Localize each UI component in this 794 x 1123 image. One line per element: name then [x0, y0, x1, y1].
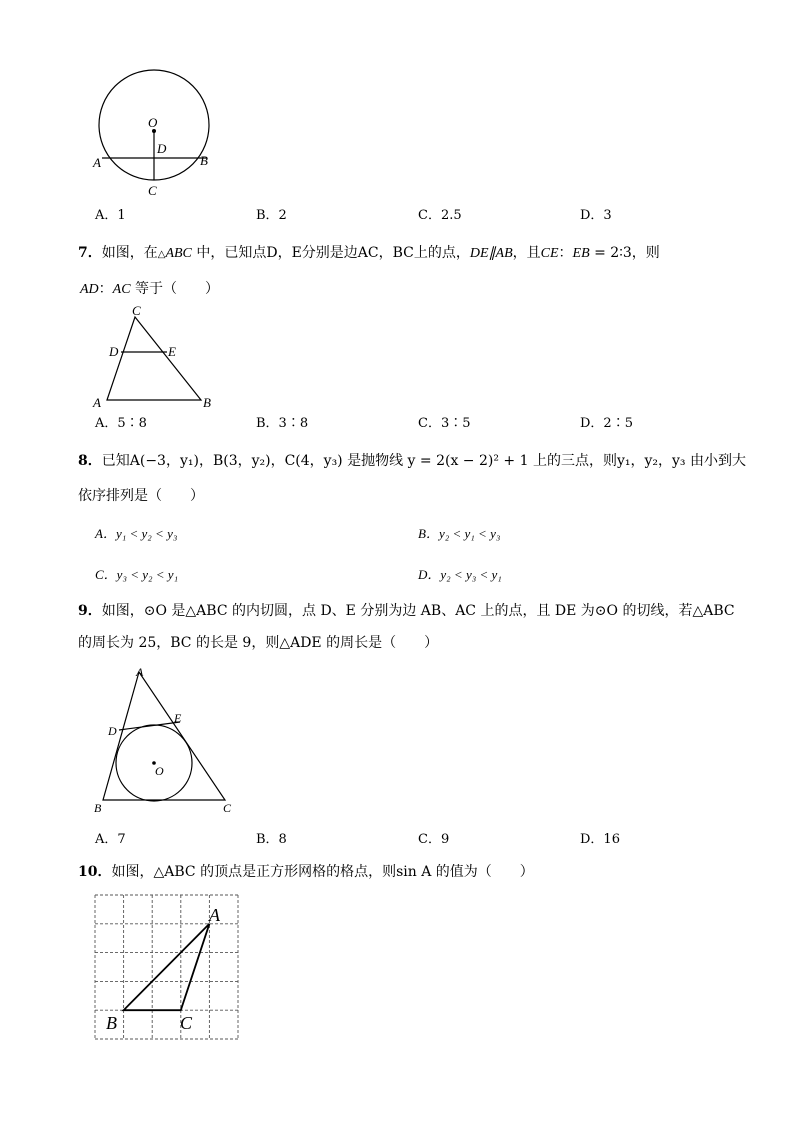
q9-label-b: B	[94, 801, 102, 815]
q7-text-j: ，则	[631, 245, 660, 261]
q7-triangle	[107, 317, 201, 400]
q7-text-g: ：	[558, 245, 573, 261]
q8-option-b[interactable]: B．y₂ < y₁ < y₃	[418, 526, 501, 541]
q9-option-b[interactable]: B．8	[256, 832, 287, 847]
q7-line2-d: 等于（ ）	[130, 281, 220, 297]
q7-label-a: A	[93, 395, 101, 410]
q10-text: 如图，△ABC 的顶点是正方形网格的格点，则sin A 的值为（ ）	[111, 864, 534, 880]
q7-text-h: EB	[572, 246, 590, 261]
q7-text-f: CE	[540, 246, 559, 261]
q6-label-c: C	[148, 183, 157, 198]
q6-label-a: A	[93, 155, 101, 170]
q7-stem-line2	[80, 279, 219, 300]
q9-label-c: C	[223, 801, 232, 815]
q7-label-d: D	[109, 344, 119, 359]
q9-option-c[interactable]: C．9	[418, 832, 450, 847]
q9-stem-line1	[78, 601, 735, 621]
q7-label-e: E	[168, 344, 176, 359]
q7-label-b: B	[203, 395, 211, 410]
q10-stem	[78, 862, 534, 882]
q9-label-a: A	[136, 665, 144, 679]
q10-label-c: C	[180, 1013, 193, 1033]
q7-line2-a: AD	[80, 282, 99, 297]
q7-option-c[interactable]: C．3∶5	[418, 416, 471, 431]
q7-text-c: 中，已知点D，E分别是边AC，BC上的点，	[191, 245, 470, 261]
q8-stem-line2: 依序排列是（ ）	[78, 488, 204, 504]
q9-option-d[interactable]: D．16	[580, 832, 620, 847]
q7-stem-line1	[78, 243, 660, 265]
q10-grid-figure	[88, 890, 248, 1050]
q9-incircle-figure	[88, 662, 243, 818]
q7-line2-c: AC	[112, 282, 131, 297]
q9-label-d: D	[108, 724, 117, 738]
q7-triangle-figure	[88, 300, 223, 412]
q6-option-c[interactable]: C．2.5	[418, 208, 462, 223]
q9-stem-line2: 的周长为 25，BC 的长是 9，则△ADE 的周长是（ ）	[78, 635, 439, 651]
q7-number: 7．	[78, 245, 102, 261]
q10-label-b: B	[106, 1013, 117, 1033]
q9-triangle	[103, 672, 225, 800]
q7-option-b[interactable]: B．3∶8	[256, 416, 309, 431]
q9-label-o: O	[155, 764, 164, 778]
q9-text: 如图，⊙O 是△ABC 的内切圆，点 D、E 分别为边 AB、AC 上的点，且 DE 为⊙O 的切线，若△ABC	[101, 603, 735, 619]
q10-number: 10．	[78, 864, 112, 880]
q6-option-a[interactable]: A．1	[95, 208, 126, 223]
q6-circle-figure	[88, 66, 218, 200]
q10-triangle	[124, 924, 210, 1010]
q6-option-b[interactable]: B．2	[256, 208, 287, 223]
q8-text: 已知A(−3，y₁)，B(3，y₂)，C(4，y₃) 是抛物线 y = 2(x − 2)² + 1 上的三点，则y₁，y₂，y₃ 由小到大	[101, 453, 746, 469]
q7-text-i: = 2∶3	[589, 245, 632, 261]
q8-option-a[interactable]: A．y₁ < y₂ < y₃	[95, 526, 178, 541]
q7-label-c: C	[132, 303, 141, 318]
q6-label-b: B	[200, 153, 208, 168]
q9-number: 9．	[78, 603, 102, 619]
q8-number: 8．	[78, 453, 102, 469]
q7-text-e: ，且	[512, 245, 541, 261]
q7-text-a: 如图，在	[101, 245, 158, 261]
q7-text-b: ABC	[165, 246, 192, 261]
q8-stem-line1	[78, 451, 746, 471]
q6-label-o: O	[148, 115, 158, 130]
q9-label-e: E	[174, 711, 182, 725]
q8-option-d[interactable]: D．y₂ < y₃ < y₁	[418, 567, 502, 582]
q10-label-a: A	[209, 905, 220, 925]
q9-option-a[interactable]: A．7	[95, 832, 126, 847]
q8-option-c[interactable]: C．y₃ < y₂ < y₁	[95, 567, 179, 582]
q6-option-d[interactable]: D．3	[580, 208, 612, 223]
q6-label-d: D	[157, 141, 167, 156]
q7-text-d: DE∥AB	[469, 246, 513, 261]
triangle-symbol: △	[157, 249, 166, 260]
q7-option-d[interactable]: D．2∶5	[580, 416, 633, 431]
q7-line2-b: ：	[98, 281, 113, 297]
q7-option-a[interactable]: A．5∶8	[95, 416, 147, 431]
